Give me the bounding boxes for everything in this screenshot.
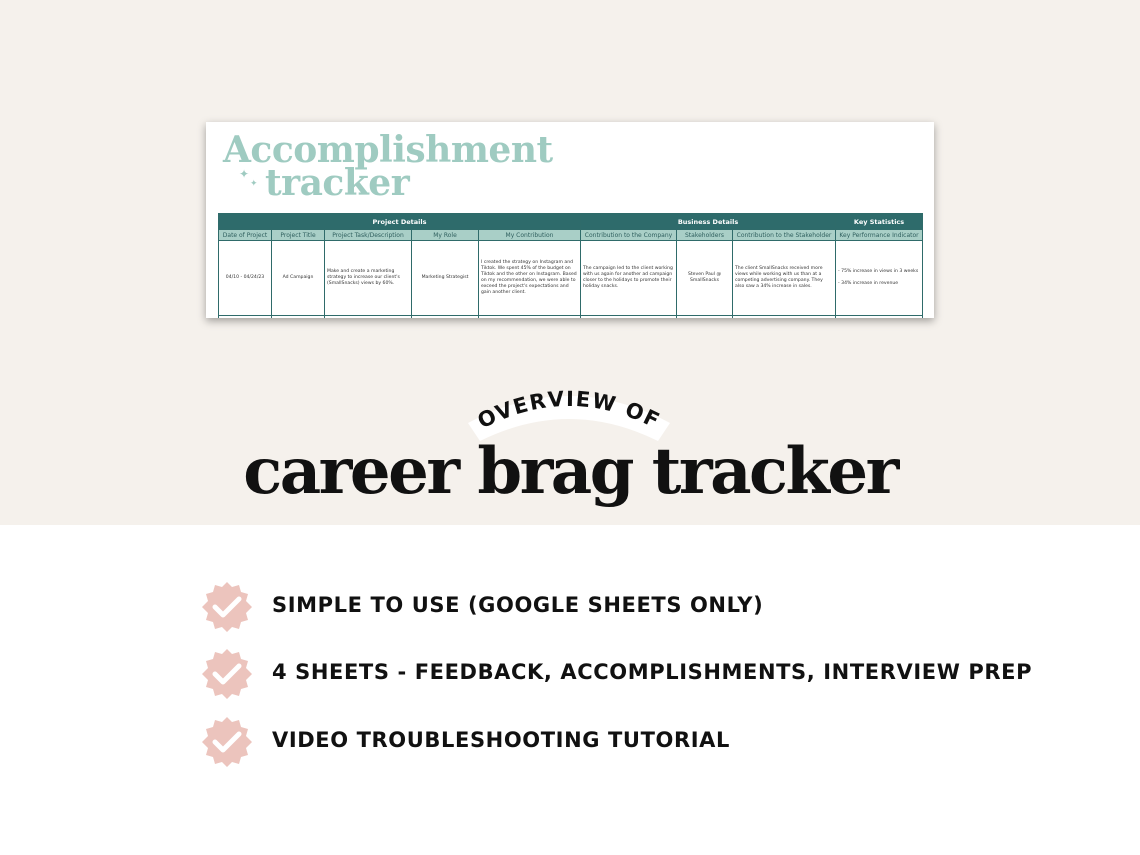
- column-header: My Role: [412, 230, 479, 241]
- kpi-line: - 34% increase in revenue: [838, 281, 899, 286]
- tracker-table: [218, 213, 923, 318]
- column-header: Contribution to the Stakeholder: [733, 230, 836, 241]
- column-header: Project Task/Description: [325, 230, 412, 241]
- table-row: [219, 241, 923, 316]
- cell-role: Marketing Strategist: [412, 241, 479, 316]
- table-group-header-row: [219, 214, 923, 230]
- spreadsheet-preview: [206, 122, 934, 318]
- sparkle-icon: ✦: [239, 167, 250, 181]
- cell-kpi: [836, 241, 923, 316]
- column-header: Date of Project: [219, 230, 272, 241]
- column-header: My Contribution: [479, 230, 581, 241]
- cell-company: The campaign led to the client working with us again for another ad campaign closer to the holidays to promote their holiday snacks.: [581, 241, 677, 316]
- column-header: Key Performance Indicator: [836, 230, 923, 241]
- feature-text: 4 SHEETS - FEEDBACK, ACCOMPLISHMENTS, INTERVIEW PREP: [272, 660, 1033, 684]
- column-header: Stakeholders: [677, 230, 733, 241]
- feature-text: SIMPLE TO USE (GOOGLE SHEETS ONLY): [272, 593, 764, 617]
- sparkle-icon: ✦: [250, 179, 258, 189]
- arc-text: OVERVIEW OF: [473, 386, 665, 434]
- cell-contribution: I created the strategy on Instagram and Tiktok. We spent 45% of the budget on Tiktok and the other on Instagram. Based on my recommendation, we were able to exceed the project's expectations and gain another client.: [479, 241, 581, 316]
- cell-stakeholders: Steven Paul @ SmallSnacks: [677, 241, 733, 316]
- table-row: [219, 316, 923, 319]
- column-header: Project Title: [272, 230, 325, 241]
- cell-stakeholder-contribution: The client SmallSnacks received more views while working with us than at a competing advertising company. They also saw a 34% increase in sales.: [733, 241, 836, 316]
- check-badge-icon: [200, 715, 254, 769]
- sheet-title-line2: tracker: [265, 162, 410, 204]
- feature-item: [200, 715, 1000, 767]
- table-column-header-row: [219, 230, 923, 241]
- sheet-title-line1: Accomplishment: [223, 129, 553, 171]
- group-header-project-details: Project Details: [219, 214, 581, 230]
- column-header: Contribution to the Company: [581, 230, 677, 241]
- feature-item: [200, 647, 1033, 699]
- feature-item: [200, 580, 1000, 632]
- feature-text: VIDEO TROUBLESHOOTING TUTORIAL: [272, 728, 730, 752]
- check-badge-icon: [200, 580, 254, 634]
- group-header-key-statistics: Key Statistics: [836, 214, 923, 230]
- cell-task: Make and create a marketing strategy to increase our client's (SmallSnacks) views by 60%.: [325, 241, 412, 316]
- sheet-title: [223, 129, 553, 204]
- check-badge-icon: [200, 647, 254, 701]
- cell-date: 04/10 - 04/24/23: [219, 241, 272, 316]
- cell-title: Ad Campaign: [272, 241, 325, 316]
- group-header-business-details: Business Details: [581, 214, 836, 230]
- kpi-line: - 75% increase in views in 3 weeks: [838, 269, 919, 274]
- page-title: career brag tracker: [243, 434, 897, 509]
